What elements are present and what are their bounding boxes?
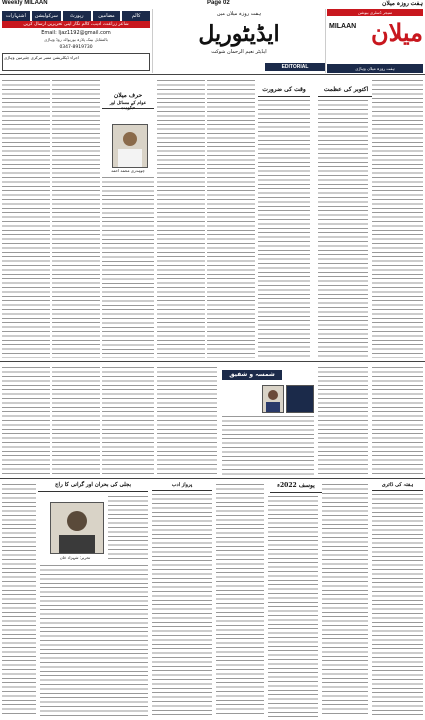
- headline: پرواز ادب: [152, 482, 212, 491]
- headline: شمسہ و شفیق: [222, 370, 282, 380]
- editorial-header: [152, 9, 326, 73]
- masthead-title: میلان: [370, 18, 423, 47]
- tab-circulation: سرکولیشن: [32, 11, 61, 21]
- headline: ہفتہ کی ڈائری: [372, 482, 423, 491]
- text-column: [2, 78, 50, 358]
- text-column: [108, 494, 148, 560]
- contact-email: Email: Ijaz1192@gmail.com: [41, 30, 111, 36]
- tab-column: کالم: [122, 11, 150, 21]
- declaration-box: اجراء ڈیکلریشن ممبر مرکزی چئیرمین وہاڑی: [2, 53, 150, 71]
- submission-banner: شاعر زراعت، ادیب، کالم نگار اپنی تحریریں ارسال کریں: [2, 21, 150, 28]
- headline: عوام کے مسائل اور حکومت: [102, 101, 154, 109]
- author-photo: [50, 502, 104, 554]
- text-column: [258, 98, 310, 358]
- photo-caption: تحریر: شہزاد خان: [59, 555, 91, 560]
- text-column: [152, 492, 212, 717]
- text-column: [216, 482, 264, 717]
- masthead-top: منیجر ڈسٹری بیوشن: [327, 9, 423, 16]
- person-icon: [113, 125, 147, 167]
- text-column: [157, 78, 205, 358]
- text-column: [207, 78, 255, 358]
- person-icon: [263, 386, 283, 412]
- tab-ads: اشتہارات: [2, 11, 30, 21]
- masthead: [327, 9, 423, 73]
- contact-phone: 0347-8919730: [59, 45, 93, 50]
- headline: وقت کی ضرورت: [258, 86, 310, 97]
- headline: حرف میلان: [102, 92, 154, 102]
- text-column: [52, 365, 100, 475]
- paper-name-en: Weekly MILAAN: [2, 0, 48, 6]
- tab-articles: مضامین: [93, 11, 121, 21]
- headline: بجلی کی بحران اور گرانی کا راج: [38, 482, 148, 492]
- editor-line: ایڈیٹر نعیم الرحمان شوکت: [211, 49, 267, 55]
- editorial-title: ایڈیٹوریل: [198, 21, 280, 47]
- text-column: [222, 414, 314, 475]
- top-bar: [0, 0, 425, 8]
- author-photo: [112, 124, 148, 168]
- editorial-top-line: ہفت روزہ میلان میں: [216, 11, 262, 17]
- contact-address: بالمقابل بینک پلازہ بوریوالہ روڈ وہاڑی: [44, 37, 108, 42]
- page-number: Page 02: [207, 0, 230, 6]
- text-column: [372, 78, 423, 358]
- text-column: [318, 98, 368, 358]
- photo-caption: چوہدری محمد احمد: [111, 168, 145, 173]
- page-header: [0, 9, 425, 73]
- section-rule: [0, 478, 425, 479]
- section-rule: [0, 361, 425, 362]
- text-column: [157, 365, 217, 475]
- headline: اکتوبر کی عظمت: [318, 86, 374, 97]
- tab-report: رپورٹ: [63, 11, 91, 21]
- text-column: [2, 482, 36, 717]
- editorial-label: EDITORIAL: [265, 63, 325, 71]
- text-column: [102, 175, 154, 358]
- text-column: [318, 365, 368, 475]
- text-column: [322, 482, 368, 717]
- author-photo: [262, 385, 284, 413]
- headline: یوسف 2022ء: [270, 482, 322, 493]
- text-column: [268, 494, 318, 717]
- column-logo: [286, 385, 314, 413]
- text-column: [40, 563, 148, 717]
- paper-name-ur: ہفت روزہ میلان: [382, 1, 423, 7]
- header-rule: [0, 74, 425, 75]
- text-column: [102, 365, 154, 475]
- masthead-bottom: ہفت روزہ میلان وہاڑی: [327, 64, 423, 73]
- text-column: [372, 365, 423, 475]
- masthead-title-en: MILAAN: [329, 23, 357, 30]
- text-column: [2, 365, 50, 475]
- person-icon: [51, 503, 103, 553]
- section-tabs: [2, 11, 150, 21]
- text-column: [372, 492, 423, 717]
- text-column: [52, 78, 100, 358]
